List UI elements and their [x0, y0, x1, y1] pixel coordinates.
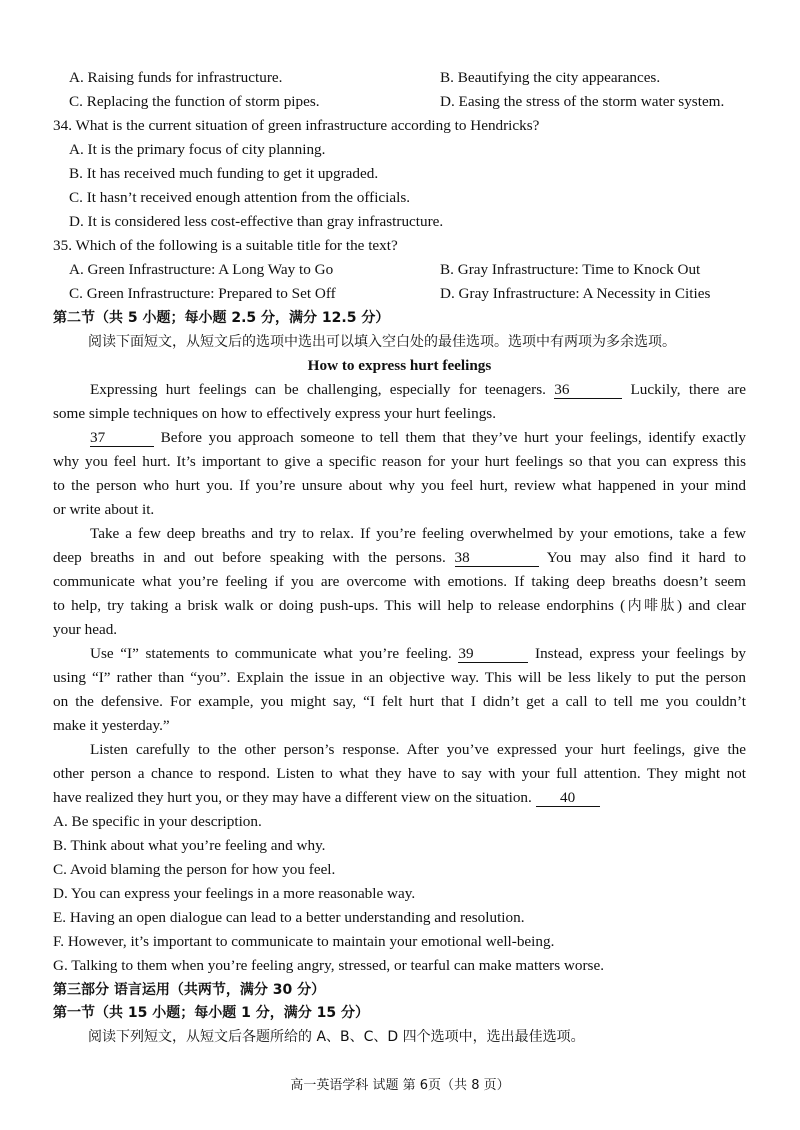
paragraph-text: have realized they hurt you, or they may have a different view on the situation.	[53, 789, 532, 806]
q34-option-b: B. It has received much funding to get it upgraded.	[69, 165, 379, 182]
paragraph-text: Use “I” statements to communicate what you’re feeling.	[90, 645, 452, 662]
paragraph-text: Luckily, there are	[630, 381, 747, 398]
paragraph-4-line-1	[90, 644, 746, 664]
option-e: E. Having an open dialogue can lead to a better understanding and resolution.	[53, 909, 525, 926]
q35-option-c: C. Green Infrastructure: Prepared to Set Off	[69, 285, 336, 302]
paragraph-2-line-2: why you feel hurt. It’s important to give a specific reason for your hurt feelings so that you can express this	[53, 453, 746, 470]
paragraph-5-line-1: Listen carefully to the other person’s response. After you’ve expressed your hurt feelings, give the	[90, 741, 746, 758]
paragraph-3-line-1: Take a few deep breaths and try to relax. If you’re feeling overwhelmed by your emotions, take a few	[90, 525, 746, 542]
passage-title: How to express hurt feelings	[307, 357, 492, 374]
option-a: A. Be specific in your description.	[53, 813, 262, 830]
option-d: D. You can express your feelings in a more reasonable way.	[53, 885, 416, 902]
paragraph-3-line-5: your head.	[53, 621, 118, 638]
blank-37: 37	[90, 430, 154, 447]
blank-38: 38	[455, 550, 539, 567]
q33-option-d: D. Easing the stress of the storm water system.	[440, 93, 725, 110]
paragraph-2-line-1	[90, 428, 746, 448]
q34-option-d: D. It is considered less cost-effective than gray infrastructure.	[69, 213, 444, 230]
paragraph-2-line-4: or write about it.	[53, 501, 155, 518]
option-g: G. Talking to them when you’re feeling angry, stressed, or tearful can make matters worse.	[53, 957, 604, 974]
paragraph-4-line-4: make it yesterday.”	[53, 717, 170, 734]
blank-36: 36	[554, 382, 622, 399]
part3-section1-heading: 第一节（共 15 小题；每小题 1 分，满分 15 分）	[53, 1005, 369, 1021]
page-footer: 高一英语学科 试题 第 6页（共 8 页）	[290, 1078, 510, 1093]
q33-option-c: C. Replacing the function of storm pipes.	[69, 93, 320, 110]
paragraph-5-line-2: other person a chance to respond. Listen to what they have to say with your full attention. They might not	[53, 765, 746, 782]
section2-instruction: 阅读下面短文，从短文后的选项中选出可以填入空白处的最佳选项。选项中有两项为多余选项。	[88, 334, 676, 350]
option-b: B. Think about what you’re feeling and why.	[53, 837, 326, 854]
q35-stem: 35. Which of the following is a suitable title for the text?	[53, 237, 398, 254]
q34-option-c: C. It hasn’t received enough attention from the officials.	[69, 189, 411, 206]
paragraph-text: ) and clear	[677, 597, 746, 614]
paragraph-5-line-3	[53, 788, 600, 808]
paragraph-text: Before you approach someone to tell them that they’ve hurt your feelings, identify exactly	[160, 429, 747, 446]
paragraph-1-line-1	[90, 380, 746, 400]
paragraph-3-line-3: communicate what you’re feeling if you are overcome with emotions. If taking deep breaths doesn’t seem	[53, 573, 746, 590]
q35-option-a: A. Green Infrastructure: A Long Way to Go	[69, 261, 334, 278]
blank-39: 39	[458, 646, 528, 663]
blank-40: 40	[536, 790, 600, 807]
paragraph-text: You may also find it hard to	[546, 549, 747, 566]
paragraph-1-line-2: some simple techniques on how to effectively express your hurt feelings.	[53, 405, 497, 422]
section2-heading: 第二节（共 5 小题；每小题 2.5 分，满分 12.5 分）	[53, 310, 390, 326]
q35-option-b: B. Gray Infrastructure: Time to Knock Out	[440, 261, 701, 278]
paragraph-3-line-2	[53, 548, 746, 568]
part3-instruction: 阅读下列短文，从短文后各题所给的 A、B、C、D 四个选项中，选出最佳选项。	[88, 1029, 585, 1045]
paragraph-3-line-4	[53, 596, 746, 616]
paragraph-text: deep breaths in and out before speaking with the persons.	[53, 549, 446, 566]
paragraph-2-line-3: to the person who hurt you. If you’re unsure about why you feel hurt, review what happened in your mind	[53, 477, 746, 494]
part3-heading: 第三部分 语言运用（共两节，满分 30 分）	[53, 982, 326, 998]
paragraph-4-line-2: using “I” rather than “you”. Explain the issue in an objective way. This will be less likely to put the person	[53, 669, 746, 686]
option-c: C. Avoid blaming the person for how you feel.	[53, 861, 336, 878]
chinese-gloss: 内啡肽	[625, 598, 677, 614]
q33-option-b: B. Beautifying the city appearances.	[440, 69, 661, 86]
q33-option-a: A. Raising funds for infrastructure.	[69, 69, 283, 86]
paragraph-text: to help, try taking a brisk walk or doing push-ups. This will help to release endorphins (	[53, 597, 626, 614]
paragraph-4-line-3: on the defensive. For example, you might say, “I felt hurt that I didn’t get a call to tell me you couldn’t	[53, 693, 746, 710]
q35-option-d: D. Gray Infrastructure: A Necessity in Cities	[440, 285, 711, 302]
option-f: F. However, it’s important to communicate to maintain your emotional well-being.	[53, 933, 555, 950]
q34-option-a: A. It is the primary focus of city planning.	[69, 141, 326, 158]
paragraph-text: Instead, express your feelings by	[535, 645, 747, 662]
paragraph-text: Expressing hurt feelings can be challenging, especially for teenagers.	[90, 381, 546, 398]
q34-stem: 34. What is the current situation of green infrastructure according to Hendricks?	[53, 117, 540, 134]
